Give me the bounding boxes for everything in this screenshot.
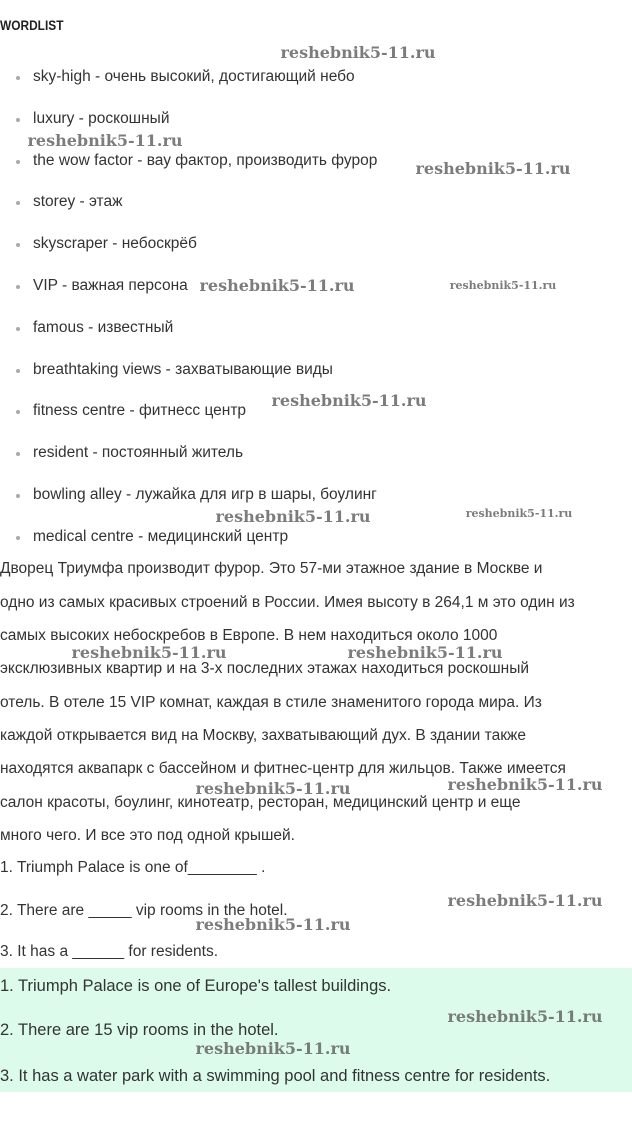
wordlist-item-text: breathtaking views - захватывающие виды	[33, 360, 333, 378]
watermark: reshebnik5-11.ru	[449, 279, 557, 292]
watermark: reshebnik5-11.ru	[465, 507, 573, 520]
watermark: reshebnik5-11.ru	[199, 276, 355, 295]
answer: 1. Triumph Palace is one of Europe's tallest buildings.	[0, 977, 392, 995]
question: 3. It has a ______ for residents.	[0, 943, 218, 960]
answer: 3. It has a water park with a swimming pool and fitness centre for residents.	[0, 1067, 551, 1085]
paragraph-line: отель. В отеле 15 VIP комнат, каждая в стиле знаменитого города мира. Из	[0, 694, 542, 711]
wordlist-item-text: medical centre - медицинский центр	[33, 527, 289, 545]
bullet-icon	[16, 285, 20, 289]
watermark: reshebnik5-11.ru	[271, 391, 427, 410]
watermark: reshebnik5-11.ru	[415, 159, 571, 178]
wordlist-item	[16, 276, 188, 296]
wordlist-item-text: fitness centre - фитнесс центр	[33, 402, 247, 420]
watermark: reshebnik5-11.ru	[215, 507, 371, 526]
watermark: reshebnik5-11.ru	[280, 43, 436, 62]
bullet-icon	[16, 201, 20, 205]
bullet-icon	[16, 494, 20, 498]
bullet-icon	[16, 160, 20, 164]
bullet-icon	[16, 452, 20, 456]
wordlist-item	[16, 527, 288, 547]
wordlist-item-text: resident - постоянный житель	[33, 444, 244, 462]
watermark: reshebnik5-11.ru	[195, 779, 351, 798]
wordlist-item	[16, 192, 122, 212]
wordlist-item-text: luxury - роскошный	[33, 109, 170, 127]
paragraph-line: одно из самых красивых строений в России. Имея высоту в 264,1 м это один из	[0, 594, 575, 611]
bullet-icon	[16, 76, 20, 80]
watermark: reshebnik5-11.ru	[447, 1007, 603, 1026]
wordlist-item	[16, 443, 243, 463]
watermark: reshebnik5-11.ru	[195, 1039, 351, 1058]
wordlist-item-text: skyscraper - небоскрёб	[33, 235, 197, 253]
paragraph-line: много чего. И все это под одной крышей.	[0, 827, 295, 844]
question: 1. Triumph Palace is one of________ .	[0, 859, 266, 876]
wordlist-item	[16, 401, 246, 421]
wordlist-item-text: the wow factor - вау фактор, производить фурор	[33, 151, 378, 169]
wordlist-item	[16, 234, 197, 254]
paragraph-line: самых высоких небоскребов в Европе. В нем находиться около 1000	[0, 627, 498, 644]
paragraph-line: находятся аквапарк с бассейном и фитнес-центр для жильцов. Также имеется	[0, 760, 566, 777]
paragraph-line: эксклюзивных квартир и на 3-х последних этажах находиться роскошный	[0, 660, 529, 677]
bullet-icon	[16, 536, 20, 540]
watermark: reshebnik5-11.ru	[71, 643, 227, 662]
paragraph-line: каждой открывается вид на Москву, захватывающий дух. В здании также	[0, 727, 526, 744]
watermark: reshebnik5-11.ru	[347, 643, 503, 662]
watermark: reshebnik5-11.ru	[447, 891, 603, 910]
wordlist-item-text: VIP - важная персона	[33, 277, 188, 294]
answer: 2. There are 15 vip rooms in the hotel.	[0, 1021, 279, 1039]
paragraph-line: Дворец Триумфа производит фурор. Это 57-ми этажное здание в Москве и	[0, 560, 543, 577]
wordlist-item	[16, 360, 333, 380]
bullet-icon	[16, 327, 20, 331]
watermark: reshebnik5-11.ru	[447, 775, 603, 794]
bullet-icon	[16, 118, 20, 122]
bullet-icon	[16, 369, 20, 373]
watermark: reshebnik5-11.ru	[195, 915, 351, 934]
wordlist-item-text: sky-high - очень высокий, достигающий небо	[33, 68, 355, 85]
wordlist-item	[16, 485, 377, 505]
watermark: reshebnik5-11.ru	[27, 131, 183, 150]
paragraph-line: салон красоты, боулинг, кинотеатр, ресторан, медицинский центр и еще	[0, 794, 521, 811]
wordlist-item-text: bowling alley - лужайка для игр в шары, боулинг	[33, 486, 377, 503]
wordlist-item	[16, 67, 355, 87]
wordlist-item-text: storey - этаж	[33, 193, 123, 211]
wordlist-item	[16, 109, 169, 129]
bullet-icon	[16, 243, 20, 247]
question: 2. There are _____ vip rooms in the hotel.	[0, 902, 288, 919]
wordlist-item	[16, 151, 377, 171]
wordlist-item	[16, 318, 173, 338]
bullet-icon	[16, 410, 20, 414]
wordlist-title: WORDLIST	[0, 17, 64, 33]
wordlist-item-text: famous - известный	[33, 318, 174, 336]
